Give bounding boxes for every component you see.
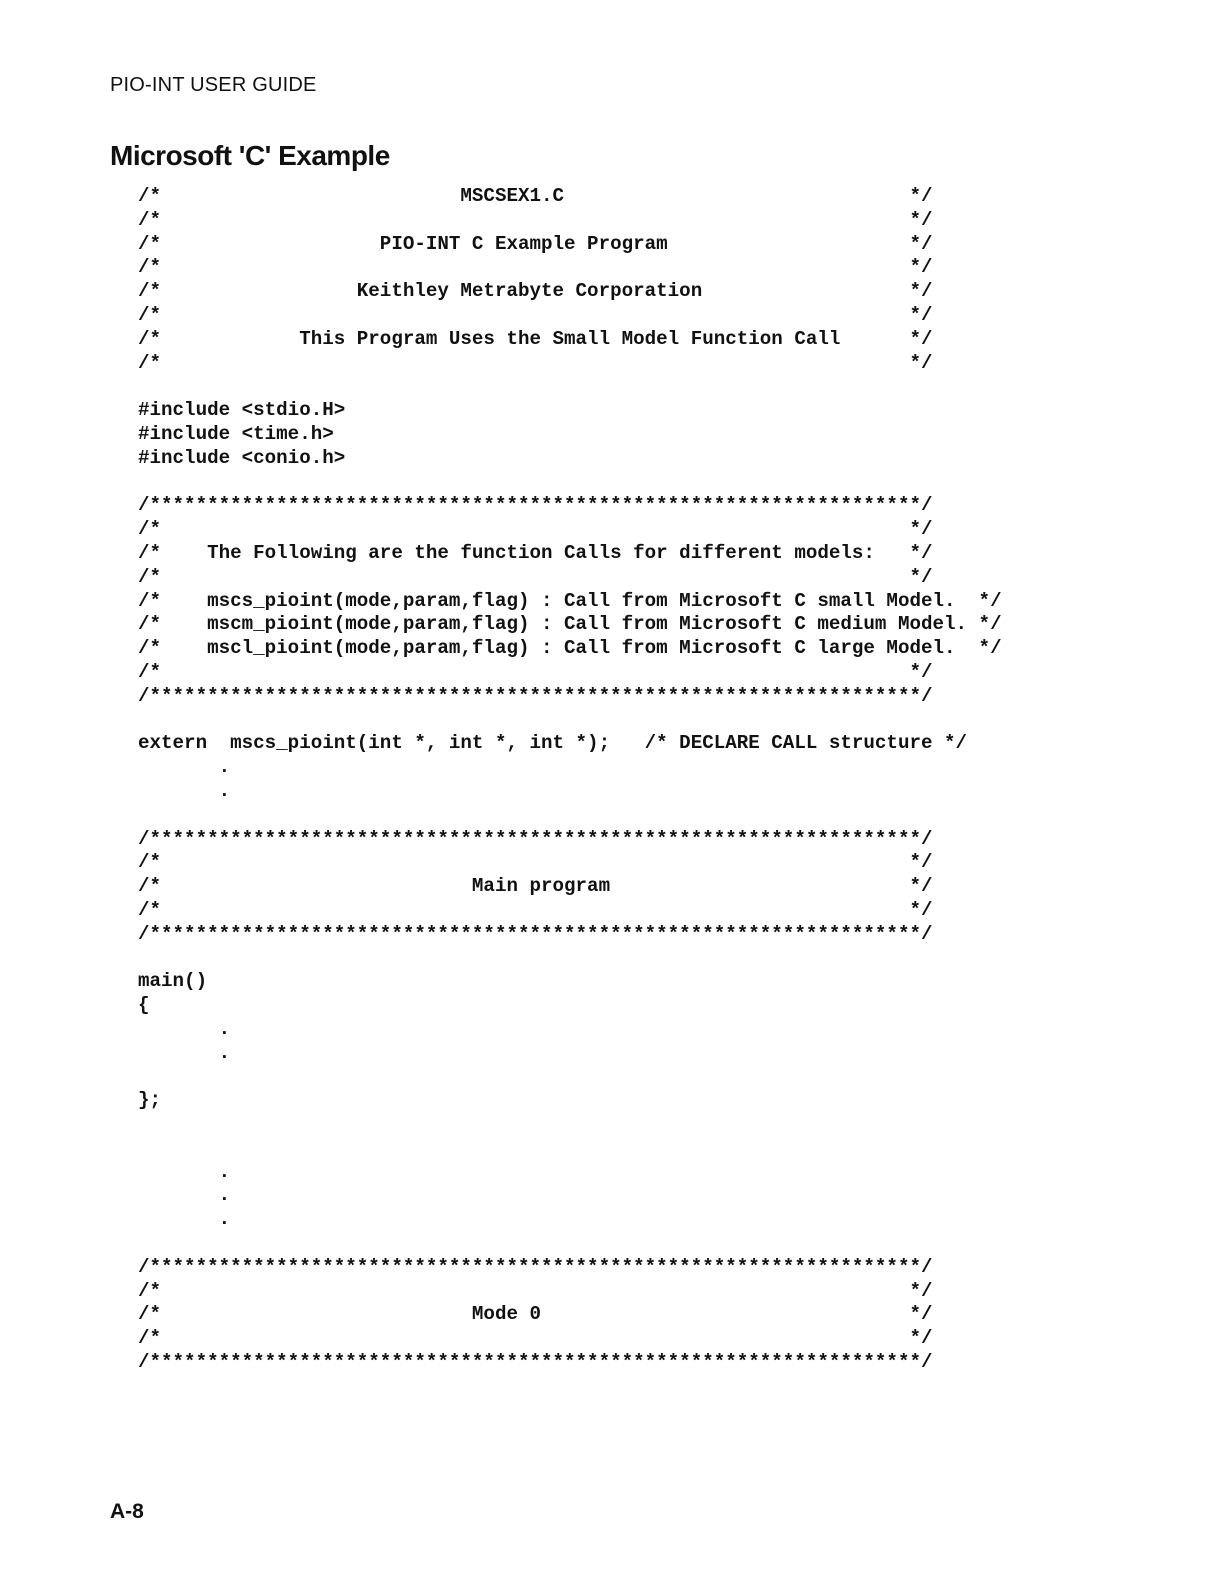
code-line: /* Mode 0 */ <box>138 1303 933 1326</box>
code-line: }; <box>138 1089 162 1112</box>
code-line: { <box>138 994 150 1017</box>
code-line: /* Keithley Metrabyte Corporation */ <box>138 280 933 303</box>
code-line: /*******************************************************************/ <box>138 1255 933 1278</box>
code-line <box>138 471 1002 495</box>
code-line: /* */ <box>138 898 933 921</box>
code-line: . <box>138 1208 231 1231</box>
code-line: /*******************************************************************/ <box>138 684 933 707</box>
code-line: /*******************************************************************/ <box>138 494 933 517</box>
code-line: /* mscl_pioint(mode,param,flag) : Call from Microsoft C large Model. */ <box>138 637 1002 660</box>
code-line: #include <stdio.H> <box>138 399 346 422</box>
code-line: . <box>138 1041 231 1064</box>
code-line <box>138 804 1002 828</box>
code-line: /* */ <box>138 351 933 374</box>
code-line: /* */ <box>138 660 933 683</box>
code-line: /* */ <box>138 303 933 326</box>
code-line: #include <time.h> <box>138 422 334 445</box>
code-line: /* Main program */ <box>138 875 933 898</box>
section-title: Microsoft 'C' Example <box>110 140 390 171</box>
code-line: /* MSCSEX1.C */ <box>138 185 933 207</box>
code-line: #include <conio.h> <box>138 446 346 469</box>
code-line <box>138 709 1002 733</box>
running-header: PIO-INT USER GUIDE <box>110 74 317 96</box>
code-line: /* The Following are the function Calls for different models: */ <box>138 541 933 564</box>
code-line: /* mscs_pioint(mode,param,flag) : Call from Microsoft C small Model. */ <box>138 589 1002 612</box>
code-line: /*******************************************************************/ <box>138 1351 933 1374</box>
code-line <box>138 947 1002 971</box>
page-number: A-8 <box>110 1500 144 1523</box>
code-line: . <box>138 756 231 779</box>
code-line <box>138 1113 1002 1137</box>
code-line: . <box>138 1184 231 1207</box>
code-line <box>138 1065 1002 1089</box>
code-line: . <box>138 1017 231 1040</box>
code-line: /* */ <box>138 565 933 588</box>
code-line: /* This Program Uses the Small Model Function Call */ <box>138 327 933 350</box>
code-line: /*******************************************************************/ <box>138 827 933 850</box>
code-line: /* */ <box>138 1279 933 1302</box>
code-line: /* */ <box>138 208 933 231</box>
code-line <box>138 1232 1002 1256</box>
code-line: /* */ <box>138 1327 933 1350</box>
code-line: /* */ <box>138 256 933 279</box>
code-line <box>138 1137 1002 1161</box>
code-line: /* */ <box>138 851 933 874</box>
code-line: . <box>138 1160 231 1183</box>
code-line: /*******************************************************************/ <box>138 922 933 945</box>
code-line: . <box>138 779 231 802</box>
code-line: main() <box>138 970 208 993</box>
code-line: /* PIO-INT C Example Program */ <box>138 232 933 255</box>
code-line: /* mscm_pioint(mode,param,flag) : Call from Microsoft C medium Model. */ <box>138 613 1002 636</box>
code-line: /* */ <box>138 518 933 541</box>
code-line: extern mscs_pioint(int *, int *, int *); /* DECLARE CALL structure */ <box>138 732 968 755</box>
code-line <box>138 375 1002 399</box>
code-listing <box>138 185 1002 1375</box>
